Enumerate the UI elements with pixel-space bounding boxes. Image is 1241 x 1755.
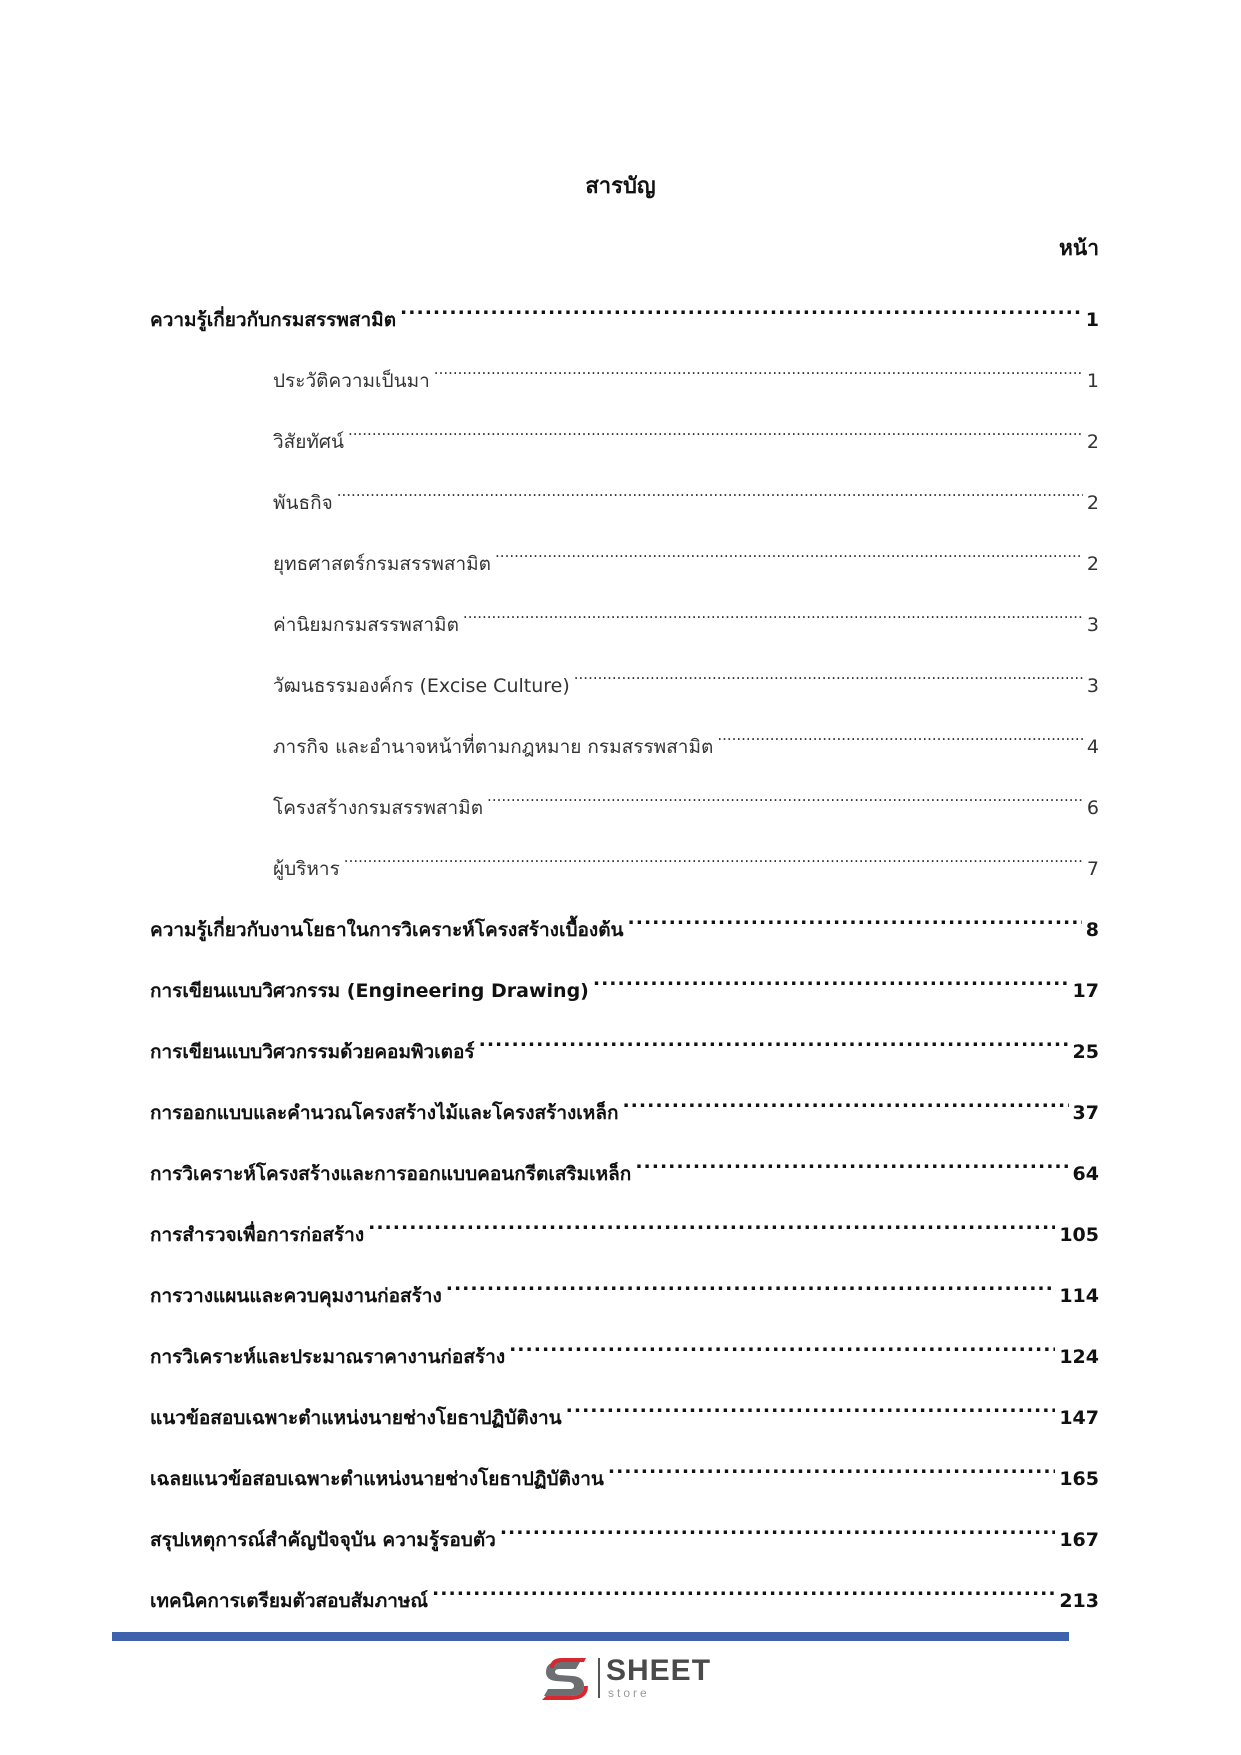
toc-dot-leader — [368, 1205, 1055, 1241]
toc-entry-title: ค่านิยมกรมสรรพสามิต — [273, 614, 459, 636]
toc-dot-leader — [509, 1327, 1055, 1363]
toc-section-row — [150, 1144, 1099, 1205]
toc-entry-title: โครงสร้างกรมสรรพสามิต — [273, 797, 484, 819]
toc-page-number: 37 — [1072, 1102, 1099, 1124]
toc-dot-leader — [400, 290, 1082, 326]
toc-dot-leader — [622, 1083, 1068, 1119]
toc-entry-title: เฉลยแนวข้อสอบเฉพาะตำแหน่งนายช่างโยธาปฏิบัติงาน — [150, 1468, 604, 1490]
toc-subsection-row — [150, 717, 1099, 778]
toc-page-number: 1 — [1086, 370, 1099, 392]
toc-dot-leader — [434, 351, 1083, 387]
toc-entry-title: การวิเคราะห์และประมาณราคางานก่อสร้าง — [150, 1346, 506, 1368]
toc-dot-leader — [487, 778, 1083, 814]
toc-dot-leader — [337, 473, 1083, 509]
toc-section-row — [150, 1022, 1099, 1083]
toc-entry-title: วิสัยทัศน์ — [273, 431, 344, 453]
toc-section-row — [150, 1327, 1099, 1388]
toc-entry-title: การเขียนแบบวิศวกรรม (Engineering Drawing) — [150, 980, 589, 1002]
toc-dot-leader — [344, 839, 1083, 875]
logo-subtext: store — [608, 1686, 650, 1700]
toc-entry-title: สรุปเหตุการณ์สำคัญปัจจุบัน ความรู้รอบตัว — [150, 1529, 496, 1551]
toc-entry-title: เทคนิคการเตรียมตัวสอบสัมภาษณ์ — [150, 1590, 429, 1612]
toc-section-row — [150, 1449, 1099, 1510]
toc-entry-title: ยุทธศาสตร์กรมสรรพสามิต — [273, 553, 492, 575]
toc-page-number: 105 — [1059, 1224, 1099, 1246]
toc-entry-title: การสำรวจเพื่อการก่อสร้าง — [150, 1224, 365, 1246]
toc-dot-leader — [479, 1022, 1069, 1058]
page-title: สารบัญ — [585, 174, 656, 199]
logo-wordmark: SHEET — [606, 1654, 712, 1687]
toc-entry-title: พันธกิจ — [273, 492, 333, 514]
toc-dot-leader — [593, 961, 1069, 997]
toc-page-number: 17 — [1072, 980, 1099, 1002]
toc-section-row — [150, 1205, 1099, 1266]
toc-subsection-row — [150, 778, 1099, 839]
toc-dot-leader — [495, 534, 1083, 570]
toc-page-number: 6 — [1086, 797, 1099, 819]
toc-entry-title: ความรู้เกี่ยวกับงานโยธาในการวิเคราะห์โครงสร้างเบื้องต้น — [150, 919, 624, 941]
toc-section-row — [150, 1083, 1099, 1144]
toc-dot-leader — [608, 1449, 1055, 1485]
toc-section-row — [150, 1266, 1099, 1327]
toc-dot-leader — [500, 1510, 1055, 1546]
toc-entry-title: แนวข้อสอบเฉพาะตำแหน่งนายช่างโยธาปฏิบัติงาน — [150, 1407, 562, 1429]
toc-dot-leader — [566, 1388, 1056, 1424]
toc-entry-title: วัฒนธรรมองค์กร (Excise Culture) — [273, 675, 570, 697]
toc-dot-leader — [628, 900, 1082, 936]
toc-subsection-row — [150, 351, 1099, 412]
toc-entry-title: ความรู้เกี่ยวกับกรมสรรพสามิต — [150, 309, 397, 331]
toc-dot-leader — [446, 1266, 1056, 1302]
toc-dot-leader — [463, 595, 1083, 631]
toc-dot-leader — [717, 717, 1083, 753]
toc-subsection-row — [150, 473, 1099, 534]
toc-page-number: 213 — [1059, 1590, 1099, 1612]
toc-entry-title: การวิเคราะห์โครงสร้างและการออกแบบคอนกรีตเสริมเหล็ก — [150, 1163, 632, 1185]
page-column-label: หน้า — [1059, 236, 1099, 260]
toc-page-number: 4 — [1086, 736, 1099, 758]
toc-page-number: 167 — [1059, 1529, 1099, 1551]
toc-subsection-row — [150, 656, 1099, 717]
toc-page-number: 114 — [1059, 1285, 1099, 1307]
toc-section-row — [150, 290, 1099, 351]
sheet-store-s-icon — [540, 1656, 590, 1702]
toc-page-number: 2 — [1086, 553, 1099, 575]
toc-page-number: 7 — [1086, 858, 1099, 880]
toc-section-row — [150, 1571, 1099, 1632]
toc-dot-leader — [432, 1571, 1055, 1607]
toc-subsection-row — [150, 534, 1099, 595]
toc-page-number: 147 — [1059, 1407, 1099, 1429]
toc-page-number: 2 — [1086, 492, 1099, 514]
toc-entry-title: การวางแผนและควบคุมงานก่อสร้าง — [150, 1285, 442, 1307]
toc-page-number: 1 — [1085, 309, 1099, 331]
toc-subsection-row — [150, 412, 1099, 473]
toc-section-row — [150, 961, 1099, 1022]
toc-entry-title: ประวัติความเป็นมา — [273, 370, 430, 392]
toc-section-row — [150, 900, 1099, 961]
sheet-store-logo — [540, 1652, 720, 1704]
toc-page-number: 3 — [1086, 675, 1099, 697]
footer-rule — [112, 1632, 1069, 1641]
table-of-contents — [150, 290, 1099, 1632]
toc-page-number: 3 — [1086, 614, 1099, 636]
toc-page-number: 2 — [1086, 431, 1099, 453]
toc-section-row — [150, 1510, 1099, 1571]
toc-dot-leader — [348, 412, 1083, 448]
toc-section-row — [150, 1388, 1099, 1449]
toc-page-number: 8 — [1085, 919, 1099, 941]
logo-separator — [598, 1658, 600, 1698]
toc-subsection-row — [150, 839, 1099, 900]
toc-page-number: 25 — [1072, 1041, 1099, 1063]
toc-entry-title: การออกแบบและคำนวณโครงสร้างไม้และโครงสร้างเหล็ก — [150, 1102, 619, 1124]
toc-page-number: 124 — [1059, 1346, 1099, 1368]
toc-dot-leader — [635, 1144, 1068, 1180]
toc-page-number: 64 — [1072, 1163, 1099, 1185]
toc-entry-title: ภารกิจ และอำนาจหน้าที่ตามกฎหมาย กรมสรรพสามิต — [273, 736, 714, 758]
toc-page-number: 165 — [1059, 1468, 1099, 1490]
toc-entry-title: การเขียนแบบวิศวกรรมด้วยคอมพิวเตอร์ — [150, 1041, 475, 1063]
toc-entry-title: ผู้บริหาร — [273, 858, 340, 880]
toc-subsection-row — [150, 595, 1099, 656]
toc-dot-leader — [574, 656, 1083, 692]
